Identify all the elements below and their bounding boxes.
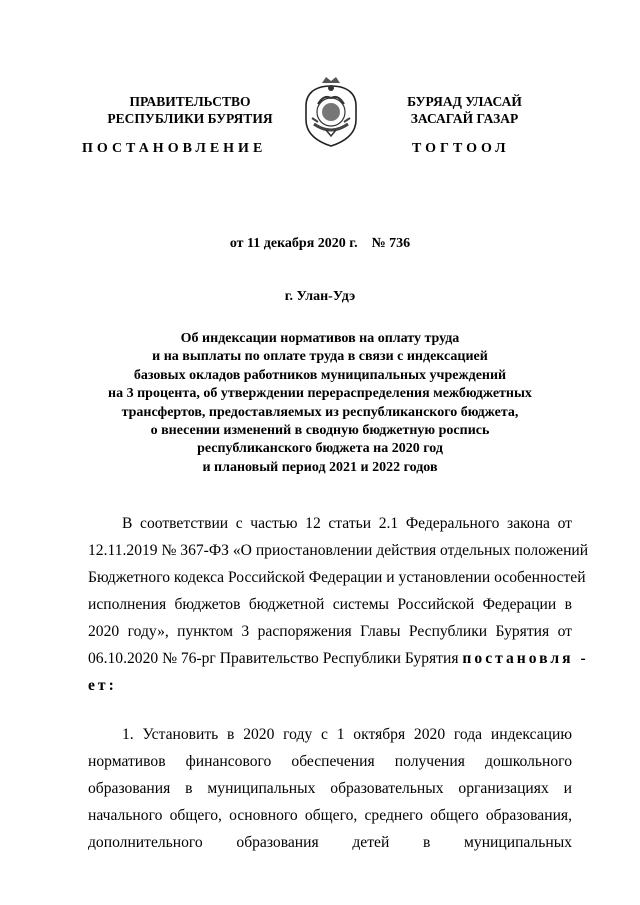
item-line: образования в муниципальных образовательных организациях и <box>88 780 572 797</box>
title-line: базовых окладов работников муниципальных учреждений <box>133 367 507 383</box>
coat-of-arms-emblem <box>300 74 362 148</box>
title-line: на 3 процента, об утверждении перераспределения межбюджетных <box>108 386 532 402</box>
item-line: начального общего, основного общего, среднего общего образования, <box>88 807 572 824</box>
resolves-word: постановля - <box>462 650 589 667</box>
preamble-text: 06.10.2020 № 76-рг Правительство Республики Бурятия <box>88 650 463 667</box>
city: г. Улан-Удэ <box>284 289 356 304</box>
document-title <box>60 330 580 477</box>
title-line: и плановый период 2021 и 2022 годов <box>202 459 438 475</box>
title-line: трансфертов, предоставляемых из республиканского бюджета, <box>121 404 519 420</box>
doc-type-buryat: ТОГТООЛ <box>412 141 510 156</box>
preamble-line <box>88 650 589 668</box>
preamble-line: 2020 году», пунктом 3 распоряжения Главы Республики Бурятия от <box>88 623 572 640</box>
preamble-line: В соответствии с частью 12 статьи 2.1 Федерального закона от <box>122 515 572 532</box>
org-name-russian-line2: РЕСПУБЛИКИ БУРЯТИЯ <box>107 111 273 126</box>
item-line: нормативов финансового обеспечения получения дошкольного <box>88 753 572 770</box>
resolves-word-end: ет: <box>88 677 117 694</box>
title-line: Об индексации нормативов на оплату труда <box>180 331 460 346</box>
item-line: дополнительного образования детей в муниципальных <box>88 834 572 851</box>
item-line: 1. Установить в 2020 году с 1 октября 2020 года индексацию <box>122 726 572 743</box>
org-name-russian-line1: ПРАВИТЕЛЬСТВО <box>129 94 251 109</box>
title-line: о внесении изменений в сводную бюджетную роспись <box>150 423 490 439</box>
date-and-number: от 11 декабря 2020 г. № 736 <box>229 236 411 251</box>
preamble-line <box>88 677 572 695</box>
org-name-buryat-line2: ЗАСАГАЙ ГАЗАР <box>410 111 519 126</box>
org-name-buryat <box>382 93 547 127</box>
preamble-line: Бюджетного кодекса Российской Федерации и установлении особенностей <box>88 569 586 586</box>
org-name-russian <box>95 93 285 127</box>
preamble-line: исполнения бюджетов бюджетной системы Российской Федерации в <box>88 596 572 613</box>
doc-type-russian: ПОСТАНОВЛЕНИЕ <box>82 141 267 156</box>
title-line: и на выплаты по оплате труда в связи с индексацией <box>152 349 488 365</box>
title-line: республиканского бюджета на 2020 год <box>197 441 443 457</box>
preamble-line: 12.11.2019 № 367-ФЗ «О приостановлении действия отдельных положений <box>88 542 589 559</box>
org-name-buryat-line1: БУРЯАД УЛАСАЙ <box>407 94 522 109</box>
